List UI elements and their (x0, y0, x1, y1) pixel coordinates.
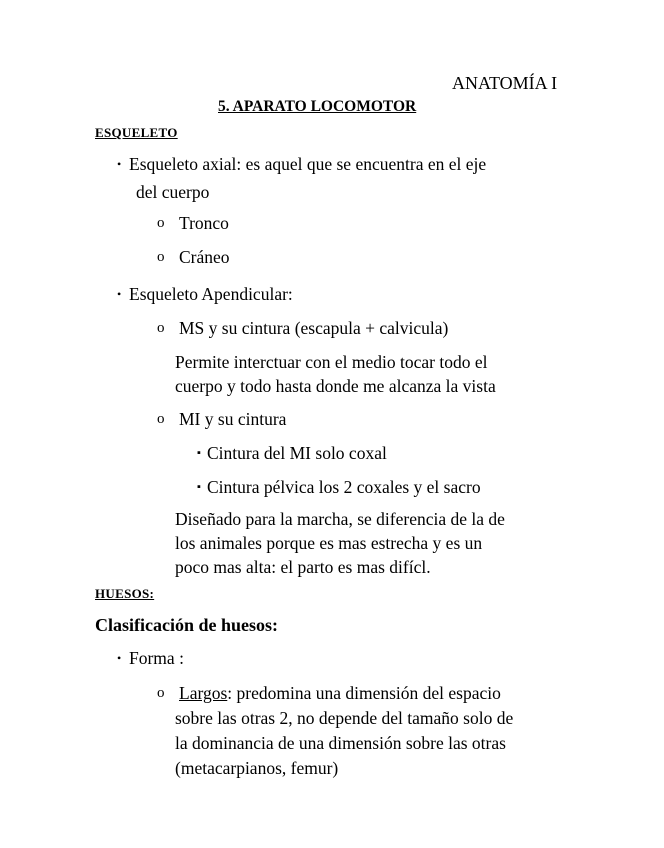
largos-line-4: (metacarpianos, femur) (175, 758, 339, 778)
mi-note-line-3: poco mas alta: el parto es mas difícl. (175, 557, 431, 577)
bullet-icon: • (117, 651, 122, 665)
ms-item: MS y su cintura (escapula + calvicula) (179, 318, 449, 338)
mi-note-line-1: Diseñado para la marcha, se diferencia de la de (175, 509, 505, 529)
mi-subitem-coxal: Cintura del MI solo coxal (207, 443, 387, 463)
largos-line-3: la dominancia de una dimensión sobre las otras (175, 733, 506, 753)
clasificacion-heading: Clasificación de huesos: (95, 615, 279, 635)
bullet-icon: • (117, 157, 122, 171)
circle-bullet-icon: o (157, 320, 165, 336)
largos-term: Largos (179, 683, 228, 703)
mi-subitem-pelvica: Cintura pélvica los 2 coxales y el sacro (207, 477, 481, 497)
ms-note-line-1: Permite interctuar con el medio tocar todo el (175, 352, 488, 372)
axial-line-1: Esqueleto axial: es aquel que se encuentra en el eje (129, 154, 487, 174)
circle-bullet-icon: o (157, 411, 165, 427)
chapter-title: 5. APARATO LOCOMOTOR (218, 98, 417, 115)
circle-bullet-icon: o (157, 685, 165, 701)
section-heading-huesos: HUESOS: (95, 586, 155, 601)
mi-item: MI y su cintura (179, 409, 287, 429)
bullet-icon: • (117, 287, 122, 301)
axial-item-tronco: Tronco (179, 213, 229, 233)
circle-bullet-icon: o (157, 215, 165, 231)
axial-item-craneo: Cráneo (179, 247, 230, 267)
largos-line-2: sobre las otras 2, no depende del tamaño solo de (175, 708, 514, 728)
largos-definition: : predomina una dimensión del espacio (227, 683, 501, 703)
axial-line-2: del cuerpo (136, 182, 210, 202)
mi-note-line-2: los animales porque es mas estrecha y es un (175, 533, 483, 553)
circle-bullet-icon: o (157, 249, 165, 265)
course-header: ANATOMÍA I (452, 73, 558, 93)
section-heading-esqueleto: ESQUELETO (95, 125, 178, 140)
apendicular-label: Esqueleto Apendicular: (129, 284, 293, 304)
largos-line-1 (179, 682, 501, 704)
ms-note-line-2: cuerpo y todo hasta donde me alcanza la vista (175, 376, 496, 396)
square-bullet-icon: ▪ (197, 481, 201, 493)
square-bullet-icon: ▪ (197, 447, 201, 459)
forma-label: Forma : (129, 648, 184, 668)
